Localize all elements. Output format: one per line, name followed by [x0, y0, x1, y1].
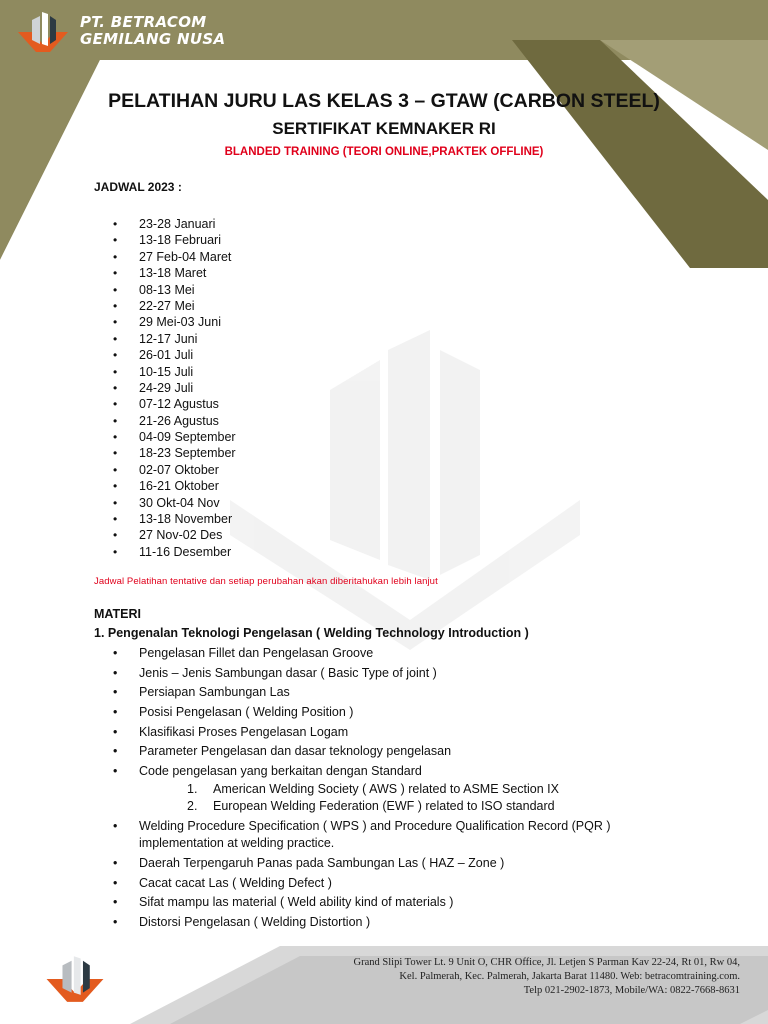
schedule-item: • 13-18 Maret	[113, 265, 236, 281]
footer-line: Telp 021-2902-1873, Mobile/WA: 0822-7668-8631	[523, 985, 740, 996]
company-name-line2: GEMILANG NUSA	[80, 30, 226, 48]
schedule-item: • 21-26 Agustus	[113, 413, 236, 429]
section-title: 1. Pengenalan Teknologi Pengelasan ( Welding Technology Introduction )	[94, 626, 529, 640]
footer-address	[354, 956, 740, 998]
page-subtitle: SERTIFIKAT KEMNAKER RI	[272, 119, 496, 138]
schedule-item: • 24-29 Juli	[113, 380, 236, 396]
code-subitem	[165, 798, 633, 816]
code-subitem-number: 2.	[187, 799, 198, 814]
schedule-item: • 26-01 Juli	[113, 347, 236, 363]
schedule-item: • 10-15 Juli	[113, 364, 236, 380]
schedule-label: JADWAL 2023 :	[94, 180, 182, 194]
materi-item	[113, 763, 633, 816]
materi-item: • Posisi Pengelasan ( Welding Position )	[113, 704, 633, 722]
materi-label: MATERI	[94, 607, 141, 621]
materi-item: • Parameter Pengelasan dan dasar teknology pengelasan	[113, 743, 633, 761]
schedule-item: • 04-09 September	[113, 429, 236, 445]
schedule-item: • 27 Feb-04 Maret	[113, 249, 236, 265]
materi-item: • Daerah Terpengaruh Panas pada Sambungan Las ( HAZ – Zone )	[113, 855, 633, 873]
schedule-item: • 08-13 Mei	[113, 282, 236, 298]
materi-item: • Persiapan Sambungan Las	[113, 684, 633, 702]
schedule-list	[113, 216, 236, 560]
schedule-item: • 13-18 November	[113, 511, 236, 527]
schedule-item: • 23-28 Januari	[113, 216, 236, 232]
training-mode: BLANDED TRAINING (TEORI ONLINE,PRAKTEK OFFLINE)	[224, 146, 544, 158]
materi-item: • Sifat mampu las material ( Weld ability kind of materials )	[113, 894, 633, 912]
schedule-item: • 30 Okt-04 Nov	[113, 495, 236, 511]
schedule-item: • 11-16 Desember	[113, 544, 236, 560]
materi-item: • Jenis – Jenis Sambungan dasar ( Basic Type of joint )	[113, 665, 633, 683]
schedule-item: • 02-07 Oktober	[113, 462, 236, 478]
materi-item: • Welding Procedure Specification ( WPS ) and Procedure Qualification Record (PQR ) implementation at welding practice.	[113, 818, 633, 853]
code-subitem	[165, 781, 633, 799]
footer-line: Grand Slipi Tower Lt. 9 Unit O, CHR Office, Jl. Letjen S Parman Kav 22-24, Rt 01, Rw 04,	[353, 957, 740, 968]
schedule-item: • 12-17 Juni	[113, 331, 236, 347]
schedule-item: • 29 Mei-03 Juni	[113, 314, 236, 330]
schedule-item: • 13-18 Februari	[113, 232, 236, 248]
code-subitem-text: European Welding Federation (EWF ) related to ISO standard	[213, 799, 555, 814]
materi-item-text: Code pengelasan yang berkaitan dengan Standard	[139, 764, 422, 779]
materi-item: • Pengelasan Fillet dan Pengelasan Groove	[113, 645, 633, 663]
schedule-note: Jadwal Pelatihan tentative dan setiap perubahan akan diberitahukan lebih lanjut	[94, 576, 438, 587]
materi-item: • Distorsi Pengelasan ( Welding Distortion )	[113, 914, 633, 932]
code-subitem-text: American Welding Society ( AWS ) related to ASME Section IX	[213, 781, 559, 796]
materi-list	[113, 645, 633, 934]
schedule-item: • 16-21 Oktober	[113, 478, 236, 494]
schedule-item: • 18-23 September	[113, 445, 236, 461]
code-sublist	[139, 781, 633, 816]
schedule-item: • 07-12 Agustus	[113, 396, 236, 412]
schedule-item: • 22-27 Mei	[113, 298, 236, 314]
company-name-line1: PT. BETRACOM	[80, 13, 207, 31]
page-title: PELATIHAN JURU LAS KELAS 3 – GTAW (CARBON STEEL)	[108, 90, 660, 112]
materi-item: • Cacat cacat Las ( Welding Defect )	[113, 875, 633, 893]
materi-item: • Klasifikasi Proses Pengelasan Logam	[113, 724, 633, 742]
footer-logo-icon	[42, 950, 108, 1008]
schedule-item: • 27 Nov-02 Des	[113, 527, 236, 543]
code-subitem-number: 1.	[187, 781, 198, 796]
footer-line: Kel. Palmerah, Kec. Palmerah, Jakarta Barat 11480. Web: betracomtraining.com.	[399, 971, 740, 982]
